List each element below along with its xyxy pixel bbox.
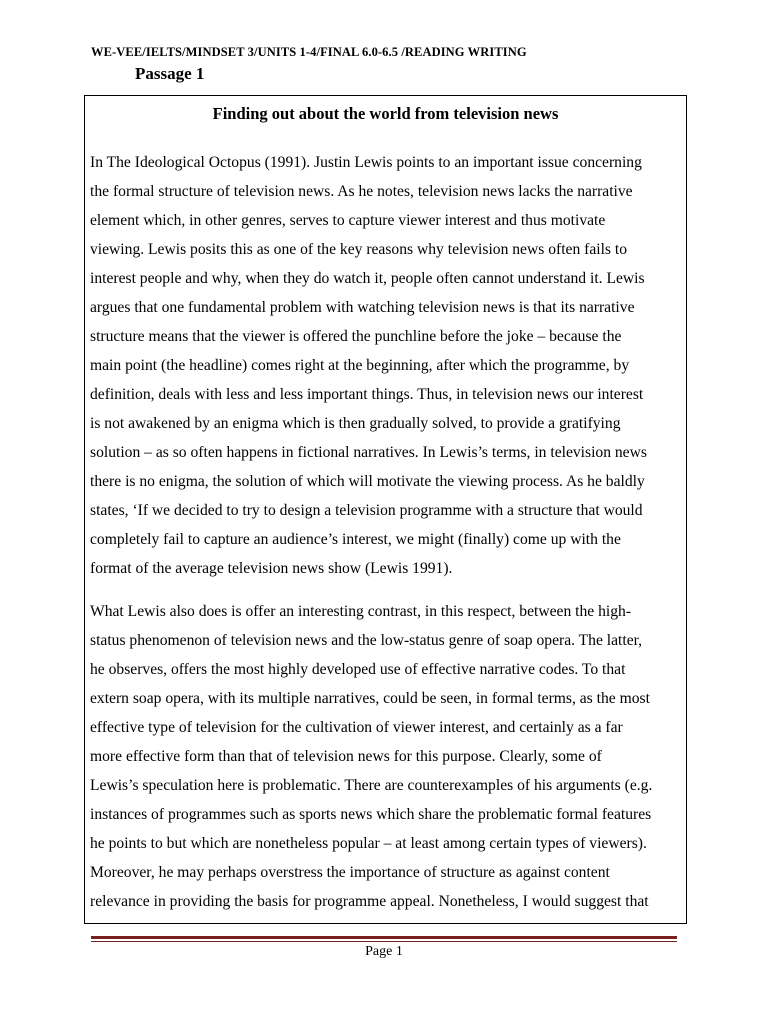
paragraph-line: more effective form than that of television news for this purpose. Clearly, some of (90, 748, 602, 765)
paragraph-line: he observes, offers the most highly developed use of effective narrative codes. To that (90, 661, 626, 678)
paragraph-line: states, ‘If we decided to try to design a television programme with a structure that would (90, 502, 643, 519)
paragraph-line: interest people and why, when they do watch it, people often cannot understand it. Lewis (90, 270, 645, 287)
paragraph-line: he points to but which are nonetheless popular – at least among certain types of viewers). (90, 835, 647, 852)
paragraph-line: there is no enigma, the solution of which will motivate the viewing process. As he baldly (90, 473, 645, 490)
paragraph-2 (90, 597, 684, 916)
passage-label: Passage 1 (135, 64, 205, 83)
passage-title: Finding out about the world from television news (212, 104, 559, 123)
paragraph-line: Lewis’s speculation here is problematic. There are counterexamples of his arguments (e.g. (90, 777, 653, 794)
footer-divider-thin (91, 941, 677, 942)
running-header: WE-VEE/IELTS/MINDSET 3/UNITS 1-4/FINAL 6.0-6.5 /READING WRITING (91, 45, 527, 59)
paragraph-line: the formal structure of television news. As he notes, television news lacks the narrative (90, 183, 633, 200)
paragraph-line: structure means that the viewer is offered the punchline before the joke – because the (90, 328, 622, 345)
paragraph-line: Moreover, he may perhaps overstress the importance of structure as against content (90, 864, 610, 881)
paragraph-line: format of the average television news show (Lewis 1991). (90, 560, 453, 577)
paragraph-line: relevance in providing the basis for programme appeal. Nonetheless, I would suggest that (90, 893, 649, 910)
paragraph-line: element which, in other genres, serves to capture viewer interest and thus motivate (90, 212, 606, 229)
paragraph-line: What Lewis also does is offer an interesting contrast, in this respect, between the high- (90, 603, 632, 620)
passage-box (84, 95, 687, 924)
paragraph-line: main point (the headline) comes right at the beginning, after which the programme, by (90, 357, 630, 374)
paragraph-line: completely fail to capture an audience’s interest, we might (finally) come up with the (90, 531, 621, 548)
page-number: Page 1 (365, 944, 403, 959)
paragraph-line: In The Ideological Octopus (1991). Justin Lewis points to an important issue concerning (90, 154, 642, 171)
paragraph-line: definition, deals with less and less important things. Thus, in television news our interest (90, 386, 644, 403)
paragraph-line: effective type of television for the cultivation of viewer interest, and certainly as a far (90, 719, 623, 736)
footer-divider-thick (91, 936, 677, 939)
paragraph-1 (90, 148, 684, 583)
passage-body (90, 148, 684, 924)
paragraph-line: instances of programmes such as sports news which share the problematic formal features (90, 806, 652, 823)
paragraph-line: viewing. Lewis posits this as one of the key reasons why television news often fails to (90, 241, 628, 258)
paragraph-line: argues that one fundamental problem with watching television news is that its narrative (90, 299, 635, 316)
paragraph-line: is not awakened by an enigma which is then gradually solved, to provide a gratifying (90, 415, 621, 432)
paragraph-line: extern soap opera, with its multiple narratives, could be seen, in formal terms, as the most (90, 690, 650, 707)
paragraph-line: solution – as so often happens in fictional narratives. In Lewis’s terms, in television news (90, 444, 647, 461)
paragraph-line: status phenomenon of television news and the low-status genre of soap opera. The latter, (90, 632, 643, 649)
